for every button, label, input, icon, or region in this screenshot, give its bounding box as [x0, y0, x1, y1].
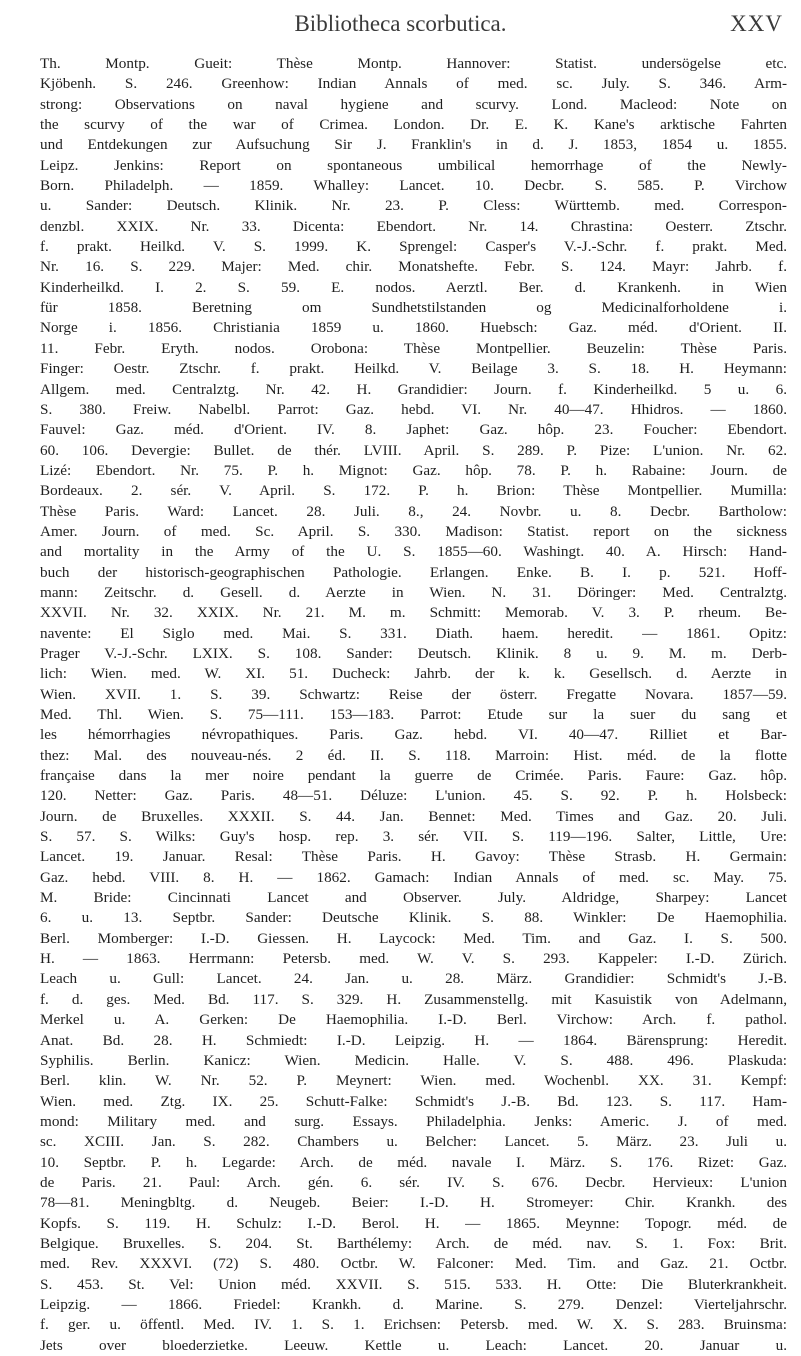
text-line: f. ger. u. öffentl. Med. IV. 1. S. 1. Erichsen: Petersb. med. W. X. S. 283. Bruinsma:	[40, 1316, 787, 1334]
text-line: 78—81. Meningbltg. d. Neugeb. Beier: I.-D. H. Stromeyer: Chir. Krankh. des	[40, 1194, 787, 1212]
text-line: und Entdekungen zur Aufsuchung Sir J. Franklin's in d. J. 1853, 1854 u. 1855.	[40, 136, 787, 154]
text-line: med. Rev. XXXVI. (72) S. 480. Octbr. W. Falconer: Med. Tim. and Gaz. 21. Octbr.	[40, 1255, 787, 1273]
text-line: Merkel u. A. Gerken: De Haemophilia. I.-D. Berl. Virchow: Arch. f. pathol.	[40, 1011, 787, 1029]
page-number: XXV	[730, 11, 783, 36]
text-line: Amer. Journ. of med. Sc. April. S. 330. Madison: Statist. report on the sickness	[40, 522, 787, 540]
page-header	[0, 4, 801, 44]
text-line: Lizé: Ebendort. Nr. 75. P. h. Mignot: Gaz. hôp. 78. P. h. Rabaine: Journ. de	[40, 461, 787, 479]
text-line: S. 380. Freiw. Nabelbl. Parrot: Gaz. hebd. VI. Nr. 40—47. Hhidros. — 1860.	[40, 400, 787, 418]
text-line: H. — 1863. Herrmann: Petersb. med. W. V. S. 293. Kappeler: I.-D. Zürich.	[40, 950, 787, 968]
text-line: Born. Philadelph. — 1859. Whalley: Lancet. 10. Decbr. S. 585. P. Virchow	[40, 177, 787, 195]
text-line: Nr. 16. S. 229. Majer: Med. chir. Monatshefte. Febr. S. 124. Mayr: Jahrb. f.	[40, 258, 787, 276]
text-line: 6. u. 13. Septbr. Sander: Deutsche Klinik. S. 88. Winkler: De Haemophilia.	[40, 909, 787, 927]
text-line: Lancet. 19. Januar. Resal: Thèse Paris. H. Gavoy: Thèse Strasb. H. Germain:	[40, 848, 787, 866]
text-line: mann: Zeitschr. d. Gesell. d. Aerzte in Wien. N. 31. Döringer: Med. Centralztg.	[40, 583, 787, 601]
text-line: S. 453. St. Vel: Union méd. XXVII. S. 515. 533. H. Otte: Die Bluterkrankheit.	[40, 1275, 787, 1293]
text-line: strong: Observations on naval hygiene and scurvy. Lond. Macleod: Note on	[40, 95, 787, 113]
text-line: Prager V.-J.-Schr. LXIX. S. 108. Sander: Deutsch. Klinik. 8 u. 9. M. m. Derb-	[40, 644, 787, 662]
text-line: Kopfs. S. 119. H. Schulz: I.-D. Berol. H. — 1865. Meynne: Topogr. méd. de	[40, 1214, 787, 1232]
text-line: de Paris. 21. Paul: Arch. gén. 6. sér. IV. S. 676. Decbr. Hervieux: L'union	[40, 1173, 787, 1191]
text-line: S. 57. S. Wilks: Guy's hosp. rep. 3. sér. VII. S. 119—196. Salter, Little, Ure:	[40, 828, 787, 846]
text-line: Th. Montp. Gueit: Thèse Montp. Hannover: Statist. undersögelse etc.	[40, 55, 787, 72]
text-line: française dans la mer noire pendant la guerre de Crimée. Paris. Faure: Gaz. hôp.	[40, 767, 787, 785]
text-line: Wien. med. Ztg. IX. 25. Schutt-Falke: Schmidt's J.-B. Bd. 123. S. 117. Ham-	[40, 1092, 787, 1110]
text-line: Syphilis. Berlin. Kanicz: Wien. Medicin. Halle. V. S. 488. 496. Plaskuda:	[40, 1051, 787, 1069]
text-line: 11. Febr. Eryth. nodos. Orobona: Thèse Montpellier. Beuzelin: Thèse Paris.	[40, 339, 787, 357]
text-line: Thèse Paris. Ward: Lancet. 28. Juli. 8., 24. Novbr. u. 8. Decbr. Bartholow:	[40, 502, 787, 520]
text-line: f. d. ges. Med. Bd. 117. S. 329. H. Zusammenstellg. mit Kasuistik von Adelmann,	[40, 990, 787, 1008]
text-line: Kinderheilkd. I. 2. S. 59. E. nodos. Aerztl. Ber. d. Krankenh. in Wien	[40, 278, 787, 296]
text-line: the scurvy of the war of Crimea. London. Dr. E. K. Kane's arktische Fahrten	[40, 116, 787, 134]
text-line: Leipz. Jenkins: Report on spontaneous umbilical hemorrhage of the Newly-	[40, 156, 787, 174]
text-line: mond: Military med. and surg. Essays. Philadelphia. Jenks: Americ. J. of med.	[40, 1112, 787, 1130]
text-line: Med. Thl. Wien. S. 75—111. 153—183. Parrot: Etude sur la suer du sang et	[40, 706, 787, 723]
text-line: Norge i. 1856. Christiania 1859 u. 1860. Huebsch: Gaz. méd. d'Orient. II.	[40, 319, 787, 337]
text-line: Leach u. Gull: Lancet. 24. Jan. u. 28. März. Grandidier: Schmidt's J.-B.	[40, 970, 787, 988]
text-line: navente: El Siglo med. Mai. S. 331. Diath. haem. heredit. — 1861. Opitz:	[40, 624, 787, 642]
text-line: buch der historisch-geographischen Pathologie. Erlangen. Enke. B. I. p. 521. Hoff-	[40, 563, 787, 581]
text-line: Anat. Bd. 28. H. Schmiedt: I.-D. Leipzig. H. — 1864. Bärensprung: Heredit.	[40, 1031, 787, 1049]
text-line: les hémorrhagies névropathiques. Paris. Gaz. hebd. VI. 40—47. Rilliet et Bar-	[40, 726, 787, 744]
text-line: Wien. XVII. 1. S. 39. Schwartz: Reise der österr. Fregatte Novara. 1857—59.	[40, 685, 787, 703]
text-line: Gaz. hebd. VIII. 8. H. — 1862. Gamach: Indian Annals of med. sc. May. 75.	[40, 868, 787, 886]
text-line: Kjöbenh. S. 246. Greenhow: Indian Annals of med. sc. July. S. 346. Arm-	[40, 75, 787, 93]
text-line: and mortality in the Army of the U. S. 1855—60. Washingt. 40. A. Hirsch: Hand-	[40, 543, 787, 561]
text-line: Belgique. Bruxelles. S. 204. St. Barthélemy: Arch. de méd. nav. S. 1. Fox: Brit.	[40, 1234, 787, 1252]
text-line: Fauvel: Gaz. méd. d'Orient. IV. 8. Japhet: Gaz. hôp. 23. Foucher: Ebendort.	[40, 421, 787, 439]
text-line: u. Sander: Deutsch. Klinik. Nr. 23. P. Cless: Württemb. med. Correspon-	[40, 197, 787, 215]
text-line: sc. XCIII. Jan. S. 282. Chambers u. Belcher: Lancet. 5. März. 23. Juli u.	[40, 1133, 787, 1151]
text-line: M. Bride: Cincinnati Lancet and Observer. July. Aldridge, Sharpey: Lancet	[40, 889, 787, 907]
running-title: Bibliotheca scorbutica.	[294, 11, 507, 36]
text-line: f. prakt. Heilkd. V. S. 1999. K. Sprengel: Casper's V.-J.-Schr. f. prakt. Med.	[40, 238, 787, 256]
text-line: Berl. klin. W. Nr. 52. P. Meynert: Wien. med. Wochenbl. XX. 31. Kempf:	[40, 1072, 787, 1090]
bibliography-text	[40, 54, 787, 1356]
text-line: 60. 106. Devergie: Bullet. de thér. LVIII. April. S. 289. P. Pize: L'union. Nr. 62.	[40, 441, 787, 459]
text-line: XXVII. Nr. 32. XXIX. Nr. 21. M. m. Schmitt: Memorab. V. 3. P. rheum. Be-	[40, 604, 787, 622]
text-line: Berl. Momberger: I.-D. Giessen. H. Laycock: Med. Tim. and Gaz. I. S. 500.	[40, 929, 787, 947]
text-line: thez: Mal. des nouveau-nés. 2 éd. II. S. 118. Marroin: Hist. méd. de la flotte	[40, 746, 787, 764]
text-line: Leipzig. — 1866. Friedel: Krankh. d. Marine. S. 279. Denzel: Vierteljahrschr.	[40, 1295, 787, 1313]
text-line: lich: Wien. med. W. XI. 51. Ducheck: Jahrb. der k. k. Gesellsch. d. Aerzte in	[40, 665, 787, 683]
text-line: Jets over bloederzietke. Leeuw. Kettle u. Leach: Lancet. 20. Januar u.	[40, 1336, 787, 1354]
text-line: für 1858. Beretning om Sundhetstilstanden og Medicinalforholdene i.	[40, 299, 787, 317]
text-line: 120. Netter: Gaz. Paris. 48—51. Déluze: L'union. 45. S. 92. P. h. Holsbeck:	[40, 787, 787, 805]
text-line: denzbl. XXIX. Nr. 33. Dicenta: Ebendort. Nr. 14. Chrastina: Oesterr. Ztschr.	[40, 217, 787, 235]
text-line: Allgem. med. Centralztg. Nr. 42. H. Grandidier: Journ. f. Kinderheilkd. 5 u. 6.	[40, 380, 787, 398]
text-line: 10. Septbr. P. h. Legarde: Arch. de méd. navale I. März. S. 176. Rizet: Gaz.	[40, 1153, 787, 1171]
text-line: Finger: Oestr. Ztschr. f. prakt. Heilkd. V. Beilage 3. S. 18. H. Heymann:	[40, 360, 787, 378]
text-line: Bordeaux. 2. sér. V. April. S. 172. P. h. Brion: Thèse Montpellier. Mumilla:	[40, 482, 787, 500]
text-line: Journ. de Bruxelles. XXXII. S. 44. Jan. Bennet: Med. Times and Gaz. 20. Juli.	[40, 807, 787, 825]
